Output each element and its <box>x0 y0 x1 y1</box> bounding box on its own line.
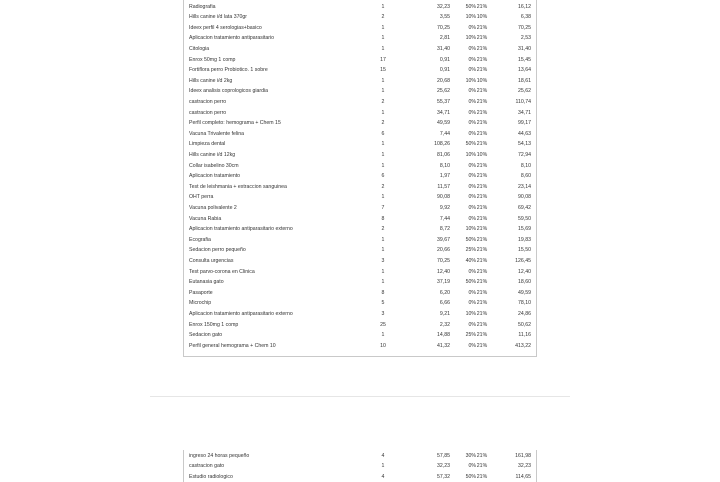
table-row <box>184 341 536 352</box>
item-quantity: 1 <box>381 268 385 275</box>
item-unit-price: 34,71 <box>437 109 450 116</box>
item-discount: 0% <box>468 342 476 349</box>
item-discount: 0% <box>468 88 476 95</box>
item-discount: 0% <box>468 130 476 137</box>
item-total: 44,63 <box>518 130 531 137</box>
page-separator <box>150 396 570 397</box>
item-quantity: 17 <box>380 56 386 63</box>
item-unit-price: 49,59 <box>437 120 450 127</box>
table-row <box>184 298 536 309</box>
item-vat: 21% <box>476 120 488 127</box>
item-description: Ideex analisis coprologicos giardia <box>189 88 269 95</box>
table-row <box>184 76 536 87</box>
item-vat: 10% <box>476 151 488 158</box>
item-unit-price: 20,68 <box>437 77 450 84</box>
item-total: 70,25 <box>518 24 531 31</box>
item-description: Hills canine i/d 12kg <box>189 151 236 158</box>
item-total: 161,98 <box>515 452 531 459</box>
item-description: Radiografia <box>189 3 216 10</box>
item-unit-price: 8,10 <box>439 162 450 169</box>
item-vat: 21% <box>476 342 488 349</box>
item-description: Enrox 150mg 1 comp <box>189 321 239 328</box>
item-discount: 0% <box>468 98 476 105</box>
table-row <box>184 44 536 55</box>
item-total: 23,14 <box>518 183 531 190</box>
item-discount: 50% <box>465 3 476 10</box>
item-discount: 0% <box>468 215 476 222</box>
item-quantity: 1 <box>381 35 385 42</box>
item-total: 114,65 <box>515 473 531 480</box>
item-unit-price: 90,08 <box>437 194 450 201</box>
item-total: 31,40 <box>518 45 531 52</box>
item-discount: 25% <box>465 247 476 254</box>
item-discount: 0% <box>468 183 476 190</box>
item-total: 99,17 <box>518 120 531 127</box>
item-discount: 0% <box>468 45 476 52</box>
item-vat: 21% <box>476 289 488 296</box>
item-unit-price: 25,62 <box>437 88 450 95</box>
item-total: 72,94 <box>518 151 531 158</box>
item-quantity: 1 <box>381 236 385 243</box>
item-vat: 21% <box>476 183 488 190</box>
table-row <box>184 108 536 119</box>
item-quantity: 1 <box>381 463 385 470</box>
item-vat: 10% <box>476 77 488 84</box>
item-description: Vacuna Rabia <box>189 215 222 222</box>
item-description: Hills canine i/d 2kg <box>189 77 233 84</box>
item-discount: 0% <box>468 300 476 307</box>
item-vat: 21% <box>476 88 488 95</box>
table-row <box>184 150 536 161</box>
item-quantity: 7 <box>381 204 385 211</box>
table-row <box>184 161 536 172</box>
item-description: ingreso 24 horas pequeño <box>189 452 250 459</box>
item-description: Ideex perfil 4 serologias+basico <box>189 24 262 31</box>
item-vat: 21% <box>476 109 488 116</box>
item-description: Estudio radiologico <box>189 473 233 480</box>
item-description: Vacuna polivalente 2 <box>189 204 237 211</box>
item-vat: 21% <box>476 215 488 222</box>
invoice-lines-table-page-2 <box>183 450 537 482</box>
item-description: castracion gato <box>189 463 225 470</box>
item-unit-price: 70,25 <box>437 257 450 264</box>
item-unit-price: 9,21 <box>439 310 450 317</box>
item-vat: 21% <box>476 300 488 307</box>
table-row <box>184 86 536 97</box>
item-vat: 21% <box>476 310 488 317</box>
item-description: Vacuna Trivalente felina <box>189 130 244 137</box>
table-row <box>184 330 536 341</box>
item-vat: 21% <box>476 321 488 328</box>
item-vat: 21% <box>476 194 488 201</box>
item-vat: 21% <box>476 463 488 470</box>
table-row <box>184 277 536 288</box>
item-total: 54,13 <box>518 141 531 148</box>
item-description: Fortiflora perro Probiotico. 1 sobre <box>189 67 268 74</box>
item-quantity: 1 <box>381 247 385 254</box>
item-quantity: 15 <box>380 67 386 74</box>
table-row <box>184 267 536 278</box>
item-discount: 10% <box>465 35 476 42</box>
table-row <box>184 245 536 256</box>
item-quantity: 6 <box>381 130 385 137</box>
item-discount: 0% <box>468 173 476 180</box>
table-row <box>184 320 536 331</box>
item-quantity: 1 <box>381 194 385 201</box>
item-description: Perfil completo: hemograma + Chem 15 <box>189 120 281 127</box>
table-row <box>184 235 536 246</box>
item-vat: 21% <box>476 173 488 180</box>
item-unit-price: 37,19 <box>437 279 450 286</box>
item-total: 90,08 <box>518 194 531 201</box>
item-total: 50,62 <box>518 321 531 328</box>
table-row <box>184 171 536 182</box>
item-unit-price: 41,32 <box>437 342 450 349</box>
item-quantity: 2 <box>381 14 385 21</box>
table-row <box>184 65 536 76</box>
item-quantity: 2 <box>381 120 385 127</box>
item-unit-price: 14,88 <box>437 332 450 339</box>
item-total: 24,86 <box>518 310 531 317</box>
item-description: Microchip <box>189 300 212 307</box>
item-vat: 21% <box>476 236 488 243</box>
item-discount: 0% <box>468 120 476 127</box>
item-unit-price: 8,72 <box>439 226 450 233</box>
item-vat: 21% <box>476 257 488 264</box>
item-description: Consulta urgencias <box>189 257 234 264</box>
item-total: 32,23 <box>518 463 531 470</box>
item-vat: 10% <box>476 14 488 21</box>
item-discount: 0% <box>468 289 476 296</box>
item-vat: 21% <box>476 332 488 339</box>
item-unit-price: 6,66 <box>439 300 450 307</box>
item-quantity: 25 <box>380 321 386 328</box>
item-description: Perfil general hemograma + Chem 10 <box>189 342 276 349</box>
item-quantity: 5 <box>381 300 385 307</box>
table-row <box>184 97 536 108</box>
item-total: 8,10 <box>520 162 531 169</box>
item-description: Aplicacion tratamiento <box>189 173 241 180</box>
item-description: Aplicacion tratamiento antiparasitario externo <box>189 226 293 233</box>
item-vat: 21% <box>476 452 488 459</box>
item-unit-price: 57,85 <box>437 452 450 459</box>
item-discount: 0% <box>468 56 476 63</box>
table-row <box>184 192 536 203</box>
item-description: Citologia <box>189 45 210 52</box>
item-vat: 21% <box>476 473 488 480</box>
item-quantity: 1 <box>381 279 385 286</box>
item-description: Hills canine i/d lata 370gr <box>189 14 247 21</box>
item-quantity: 8 <box>381 215 385 222</box>
item-total: 15,69 <box>518 226 531 233</box>
item-discount: 50% <box>465 141 476 148</box>
item-unit-price: 32,23 <box>437 3 450 10</box>
item-description: Sedacion gato <box>189 332 223 339</box>
table-row <box>184 214 536 225</box>
item-description: Collar isabelino 30cm <box>189 162 239 169</box>
item-discount: 50% <box>465 473 476 480</box>
item-description: castracion perro <box>189 98 227 105</box>
item-total: 12,40 <box>518 268 531 275</box>
item-discount: 10% <box>465 151 476 158</box>
item-discount: 10% <box>465 14 476 21</box>
item-description: Pasaporte <box>189 289 213 296</box>
item-unit-price: 31,40 <box>437 45 450 52</box>
item-discount: 30% <box>465 452 476 459</box>
item-unit-price: 55,37 <box>437 98 450 105</box>
item-description: castracion perro <box>189 109 227 116</box>
table-row <box>184 256 536 267</box>
item-vat: 21% <box>476 45 488 52</box>
item-discount: 25% <box>465 332 476 339</box>
item-vat: 21% <box>476 162 488 169</box>
item-description: Aplicacion tratamiento antiparasitario <box>189 35 275 42</box>
item-description: Ecografia <box>189 236 211 243</box>
item-discount: 40% <box>465 257 476 264</box>
item-unit-price: 1,97 <box>439 173 450 180</box>
item-unit-price: 3,55 <box>439 14 450 21</box>
table-row <box>184 461 536 472</box>
item-quantity: 1 <box>381 332 385 339</box>
table-row <box>184 129 536 140</box>
table-row <box>184 55 536 66</box>
item-total: 34,71 <box>518 109 531 116</box>
item-discount: 0% <box>468 24 476 31</box>
item-discount: 10% <box>465 77 476 84</box>
item-discount: 0% <box>468 109 476 116</box>
item-total: 413,22 <box>515 342 531 349</box>
item-description: Aplicacion tratamiento antiparasitario externo <box>189 310 293 317</box>
invoice-lines-table <box>183 0 537 357</box>
item-discount: 10% <box>465 310 476 317</box>
item-total: 15,50 <box>518 247 531 254</box>
item-quantity: 1 <box>381 3 385 10</box>
item-total: 6,38 <box>520 14 531 21</box>
item-vat: 21% <box>476 24 488 31</box>
item-unit-price: 7,44 <box>439 130 450 137</box>
table-row <box>184 23 536 34</box>
item-total: 18,60 <box>518 279 531 286</box>
item-unit-price: 7,44 <box>439 215 450 222</box>
item-description: Enrox 50mg 1 comp <box>189 56 236 63</box>
item-unit-price: 12,40 <box>437 268 450 275</box>
item-total: 16,12 <box>518 3 531 10</box>
table-row <box>184 203 536 214</box>
item-vat: 21% <box>476 204 488 211</box>
item-unit-price: 57,32 <box>437 473 450 480</box>
item-unit-price: 6,20 <box>439 289 450 296</box>
item-discount: 0% <box>468 194 476 201</box>
item-description: Eutanasia gato <box>189 279 224 286</box>
item-total: 126,45 <box>515 257 531 264</box>
table-row <box>184 182 536 193</box>
item-unit-price: 20,66 <box>437 247 450 254</box>
table-row <box>184 472 536 482</box>
item-discount: 10% <box>465 226 476 233</box>
item-vat: 21% <box>476 141 488 148</box>
item-unit-price: 70,25 <box>437 24 450 31</box>
item-unit-price: 39,67 <box>437 236 450 243</box>
table-row <box>184 2 536 13</box>
item-description: Test parvo-corona en Clinica <box>189 268 255 275</box>
item-unit-price: 108,26 <box>434 141 450 148</box>
item-quantity: 1 <box>381 151 385 158</box>
item-unit-price: 0,91 <box>439 56 450 63</box>
item-quantity: 1 <box>381 77 385 84</box>
item-vat: 21% <box>476 226 488 233</box>
item-discount: 0% <box>468 67 476 74</box>
item-quantity: 8 <box>381 289 385 296</box>
item-total: 25,62 <box>518 88 531 95</box>
item-unit-price: 11,57 <box>437 183 450 190</box>
item-vat: 21% <box>476 3 488 10</box>
item-total: 18,61 <box>518 77 531 84</box>
item-description: OHT perra <box>189 194 214 201</box>
item-quantity: 4 <box>381 473 385 480</box>
item-total: 19,83 <box>518 236 531 243</box>
item-discount: 0% <box>468 321 476 328</box>
item-quantity: 6 <box>381 173 385 180</box>
item-quantity: 1 <box>381 24 385 31</box>
item-quantity: 3 <box>381 257 385 264</box>
item-total: 59,50 <box>518 215 531 222</box>
table-row <box>184 33 536 44</box>
item-quantity: 1 <box>381 162 385 169</box>
item-vat: 21% <box>476 35 488 42</box>
table-row <box>184 224 536 235</box>
item-unit-price: 32,23 <box>437 463 450 470</box>
item-total: 11,16 <box>518 332 531 339</box>
table-row <box>184 139 536 150</box>
item-total: 8,60 <box>520 173 531 180</box>
item-vat: 21% <box>476 67 488 74</box>
item-total: 49,59 <box>518 289 531 296</box>
item-vat: 21% <box>476 130 488 137</box>
item-quantity: 3 <box>381 310 385 317</box>
item-vat: 21% <box>476 247 488 254</box>
item-unit-price: 9,92 <box>439 204 450 211</box>
item-quantity: 2 <box>381 183 385 190</box>
item-description: Test de leishmania + extraccion sanguinea <box>189 183 287 190</box>
item-discount: 50% <box>465 236 476 243</box>
item-quantity: 1 <box>381 88 385 95</box>
table-row <box>184 309 536 320</box>
item-description: Limpieza dental <box>189 141 226 148</box>
item-total: 2,53 <box>520 35 531 42</box>
item-unit-price: 0,91 <box>439 67 450 74</box>
item-discount: 0% <box>468 268 476 275</box>
table-row <box>184 451 536 462</box>
item-quantity: 4 <box>381 452 385 459</box>
table-row <box>184 288 536 299</box>
item-discount: 50% <box>465 279 476 286</box>
item-discount: 0% <box>468 162 476 169</box>
item-quantity: 10 <box>380 342 386 349</box>
item-vat: 21% <box>476 268 488 275</box>
item-total: 69,42 <box>518 204 531 211</box>
item-unit-price: 81,06 <box>437 151 450 158</box>
item-discount: 0% <box>468 204 476 211</box>
item-quantity: 2 <box>381 226 385 233</box>
item-discount: 0% <box>468 463 476 470</box>
item-quantity: 1 <box>381 45 385 52</box>
item-unit-price: 2,81 <box>439 35 450 42</box>
item-vat: 21% <box>476 98 488 105</box>
item-description: Sedacion perro pequeño <box>189 247 246 254</box>
item-quantity: 2 <box>381 98 385 105</box>
item-total: 13,64 <box>518 67 531 74</box>
item-total: 110,74 <box>515 98 531 105</box>
item-vat: 21% <box>476 56 488 63</box>
item-vat: 21% <box>476 279 488 286</box>
item-total: 15,45 <box>518 56 531 63</box>
table-row <box>184 12 536 23</box>
table-row <box>184 118 536 129</box>
item-unit-price: 2,32 <box>439 321 450 328</box>
item-quantity: 1 <box>381 109 385 116</box>
item-quantity: 1 <box>381 141 385 148</box>
item-total: 78,10 <box>518 300 531 307</box>
